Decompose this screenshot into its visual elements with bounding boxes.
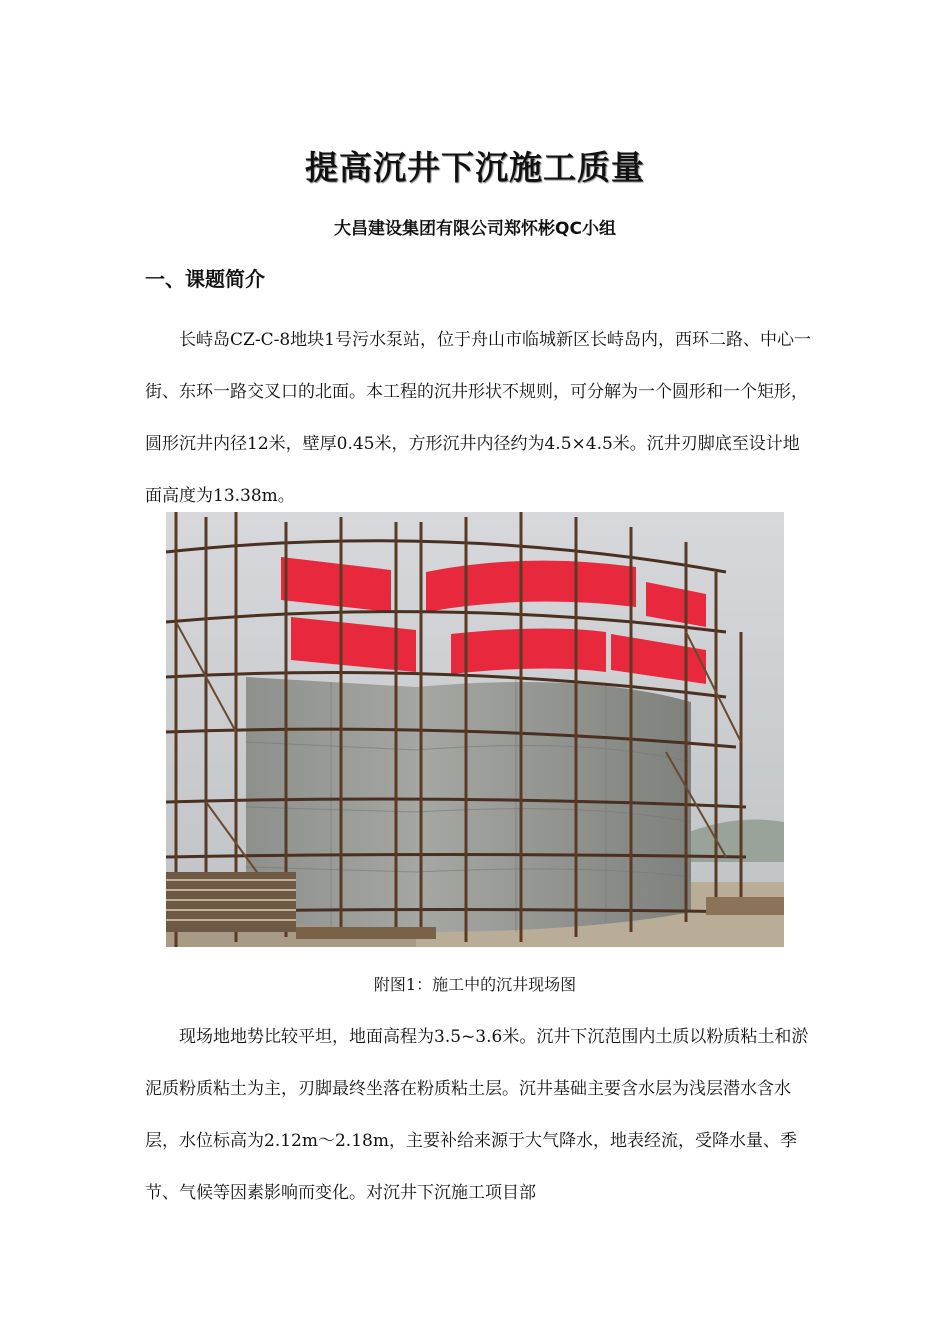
site-conditions-paragraph	[145, 1011, 813, 1219]
document-subtitle: 大昌建设集团有限公司郑怀彬QC小组	[334, 219, 616, 239]
section-heading: 一、课题简介	[145, 267, 265, 291]
construction-site-photo	[166, 512, 784, 947]
intro-paragraph	[145, 314, 813, 522]
figure-caption: 附图1：施工中的沉井现场图	[373, 975, 577, 994]
caisson-illustration	[166, 512, 784, 947]
paragraph-text: 长峙岛CZ-C-8地块1号污水泵站，位于舟山市临城新区长峙岛内，西环二路、中心一街、东环一路交叉口的北面。本工程的沉井形状不规则，可分解为一个圆形和一个矩形，圆形沉井内径12米，壁厚0.45米，方形沉井内径约为4.5×4.5米。沉井刃脚底至设计地面高度为13.38m。	[145, 330, 811, 506]
paragraph-text: 现场地地势比较平坦，地面高程为3.5~3.6米。沉井下沉范围内土质以粉质粘土和淤泥质粉质粘土为主，刃脚最终坐落在粉质粘土层。沉井基础主要含水层为浅层潜水含水层，水位标高为2.12m～2.18m，主要补给来源于大气降水，地表经流，受降水量、季节、气候等因素影响而变化。对沉井下沉施工项目部	[145, 1027, 809, 1203]
document-title: 提高沉井下沉施工质量	[305, 148, 645, 187]
